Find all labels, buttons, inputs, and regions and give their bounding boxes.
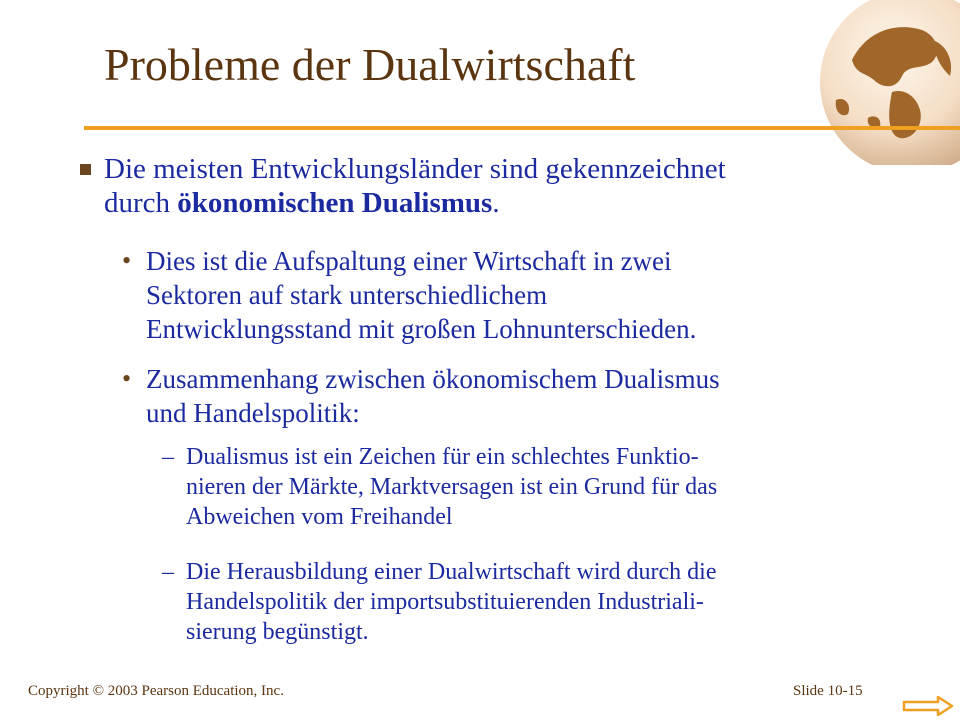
bullet-level3-second: [162, 557, 906, 647]
bullet-level3-first: [162, 442, 906, 532]
globe-icon: [812, 0, 960, 165]
square-bullet-icon: [80, 164, 91, 175]
slide-number: Slide 10-15: [793, 683, 863, 699]
sub1-line2: Sektoren auf stark unterschiedlichem: [146, 280, 548, 310]
round-bullet-icon: •: [122, 364, 132, 393]
dash-bullet: –: [162, 559, 174, 585]
slide-title: Probleme der Dualwirtschaft: [104, 39, 636, 90]
sub2-line1: Zusammenhang zwischen ökonomischem Dualismus: [146, 364, 720, 394]
bullet-level2-second: [122, 362, 916, 430]
subsub1-line1: Dualismus ist ein Zeichen für ein schlechtes Funktio-: [186, 444, 699, 470]
bullet-level1: [104, 152, 924, 220]
subsub2-line3: sierung begünstigt.: [186, 619, 369, 645]
sub1-line3: Entwicklungsstand mit großen Lohnunterschieden.: [146, 314, 697, 344]
bullet1-line2-pre: durch: [104, 187, 178, 219]
bullet1-line2: [104, 186, 924, 220]
bullet-level2-first: [122, 244, 916, 346]
next-arrow-icon[interactable]: [902, 696, 954, 716]
bullet1-line1: Die meisten Entwicklungsländer sind gekennzeichnet: [104, 153, 726, 185]
subsub2-line1: Die Herausbildung einer Dualwirtschaft wird durch die: [186, 559, 717, 585]
sub1-line1: Dies ist die Aufspaltung einer Wirtschaft in zwei: [146, 246, 672, 276]
bullet1-line2-post: .: [492, 187, 500, 219]
copyright-notice: Copyright © 2003 Pearson Education, Inc.: [28, 683, 284, 699]
subsub1-line3: Abweichen vom Freihandel: [186, 504, 453, 530]
bullet1-bold-term: ökonomischen Dualismus: [177, 187, 493, 219]
subsub1-line2: nieren der Märkte, Marktversagen ist ein Grund für das: [186, 474, 718, 500]
sub2-line2: und Handelspolitik:: [146, 398, 360, 428]
title-rule: [84, 126, 960, 130]
dash-bullet: –: [162, 444, 174, 470]
round-bullet-icon: •: [122, 246, 132, 275]
subsub2-line2: Handelspolitik der importsubstituierenden Industriali-: [186, 589, 704, 615]
